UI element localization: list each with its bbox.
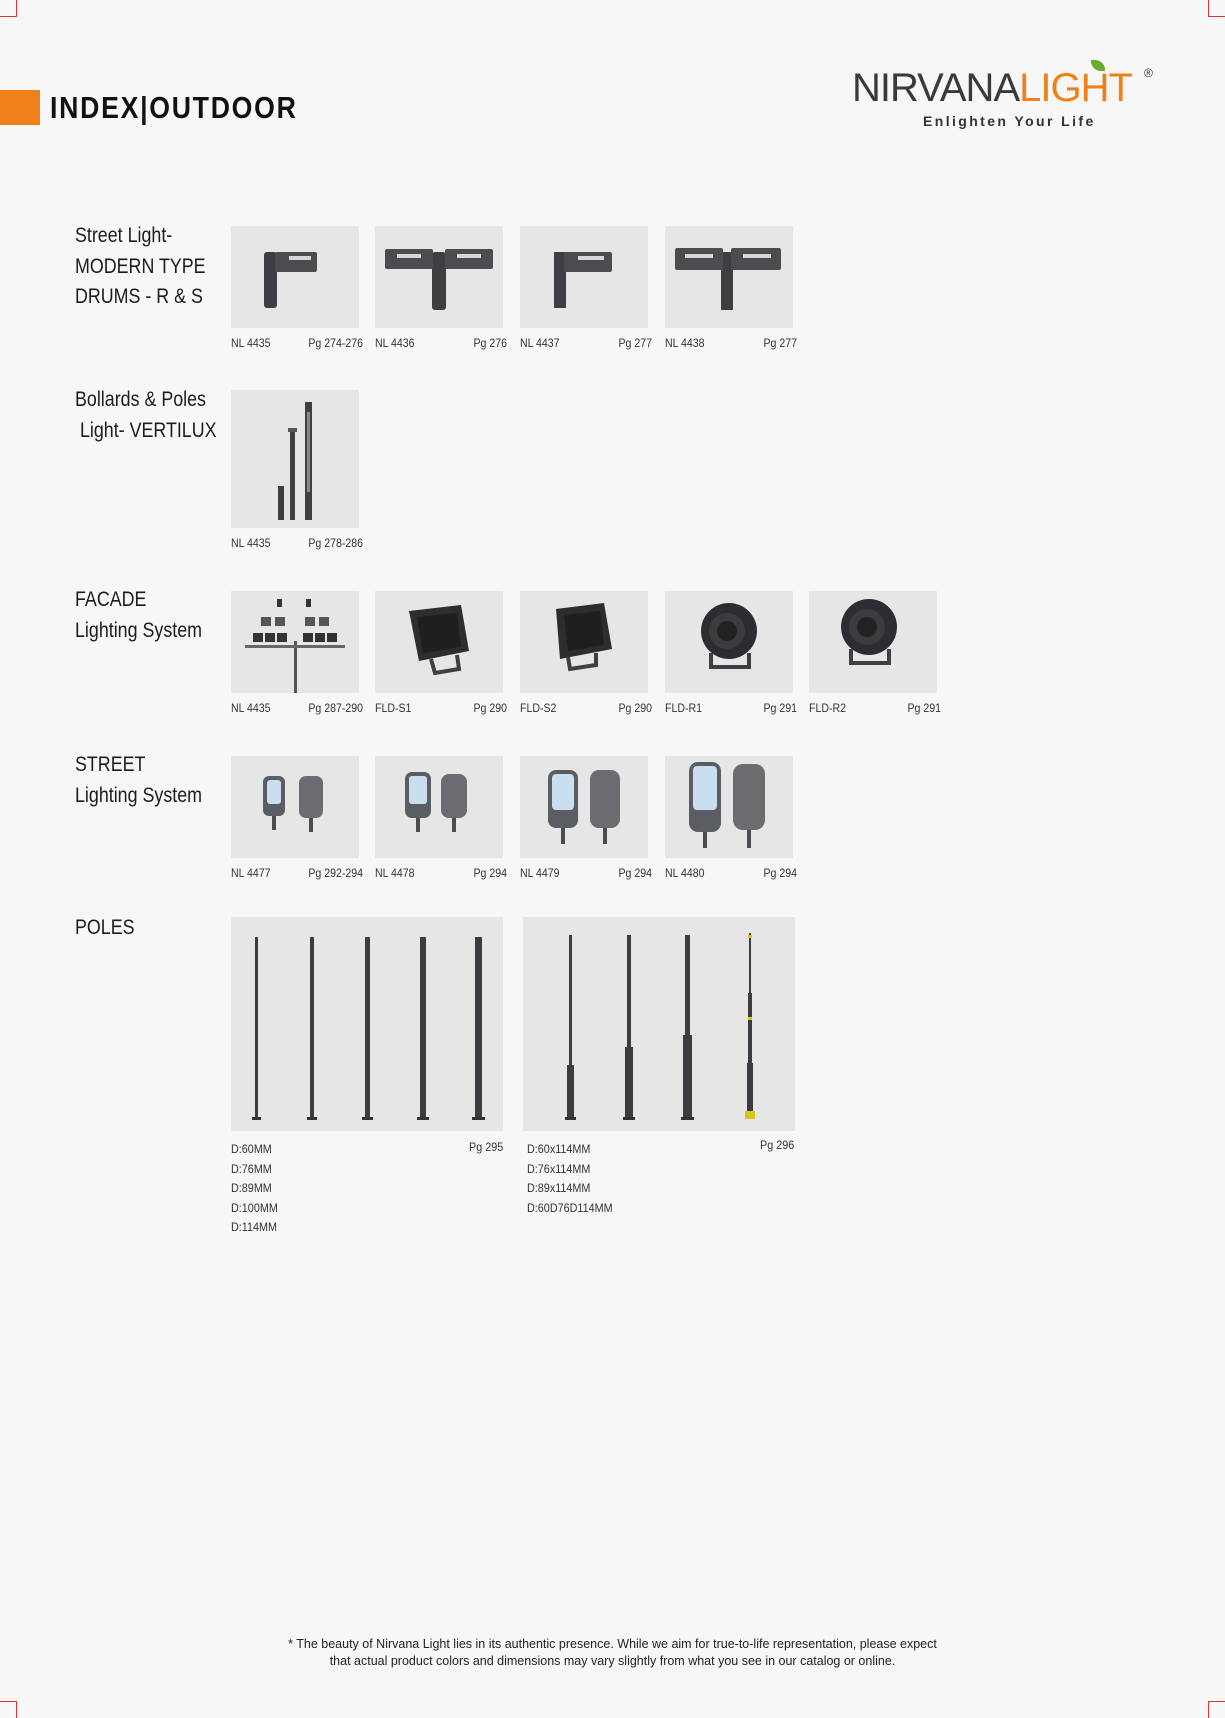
product-code: NL 4480 xyxy=(665,866,705,880)
product-code: NL 4435 xyxy=(231,536,271,550)
product-caption xyxy=(231,336,363,350)
brand-logo xyxy=(852,60,1162,136)
product-code: NL 4437 xyxy=(520,336,560,350)
page-reference: Pg 290 xyxy=(473,701,507,715)
product-card[interactable] xyxy=(231,226,363,350)
product-caption xyxy=(809,701,941,715)
product-image xyxy=(231,226,359,328)
product-code: NL 4436 xyxy=(375,336,415,350)
logo-tagline: Enlighten Your Life xyxy=(923,113,1096,129)
page-reference: Pg 287-290 xyxy=(308,701,363,715)
page-reference: Pg 278-286 xyxy=(308,536,363,550)
product-image xyxy=(231,390,359,528)
section-title-facade: FACADE Lighting System xyxy=(75,588,203,642)
product-image xyxy=(375,226,503,328)
section-title-street-light-drums: Street Light- MODERN TYPE DRUMS - R & S xyxy=(75,224,206,308)
crop-mark xyxy=(1208,1701,1209,1718)
page-reference: Pg 292-294 xyxy=(308,866,363,880)
page-reference: Pg 277 xyxy=(763,336,797,350)
product-caption xyxy=(665,336,797,350)
product-image xyxy=(520,756,648,858)
pole-spec: D:60MM xyxy=(231,1142,272,1156)
product-caption xyxy=(375,866,507,880)
section-title-bollards-poles: Bollards & Poles Light- VERTILUX xyxy=(75,388,217,442)
crop-mark xyxy=(1208,1701,1225,1702)
product-code: NL 4438 xyxy=(665,336,705,350)
pole-spec: D:100MM xyxy=(231,1200,278,1215)
product-image xyxy=(520,591,648,693)
header-accent-bar xyxy=(0,90,40,125)
product-card[interactable] xyxy=(231,390,363,550)
logo-brand-light: LIGHT xyxy=(1019,66,1132,110)
page-title: INDEX|OUTDOOR xyxy=(50,90,298,125)
product-image xyxy=(375,591,503,693)
pole-spec: D:60x114MM xyxy=(527,1142,591,1156)
page-reference: Pg 291 xyxy=(763,701,797,715)
product-card[interactable] xyxy=(375,591,507,715)
product-card[interactable] xyxy=(809,591,941,715)
product-caption xyxy=(665,701,797,715)
crop-mark xyxy=(1208,0,1209,17)
product-code: FLD-S1 xyxy=(375,701,412,715)
disclaimer-line: that actual product colors and dimensions may vary slightly from what you see in our catalog or online. xyxy=(329,1654,896,1668)
page-reference: Pg 294 xyxy=(618,866,652,880)
product-card[interactable] xyxy=(375,756,507,880)
product-image xyxy=(809,591,937,693)
crop-mark xyxy=(0,16,17,17)
product-caption xyxy=(231,536,363,550)
pole-spec: D:76MM xyxy=(231,1161,272,1176)
pole-spec: D:76x114MM xyxy=(527,1161,591,1176)
crop-mark xyxy=(0,1701,17,1702)
product-card[interactable] xyxy=(520,591,652,715)
product-code: NL 4479 xyxy=(520,866,560,880)
product-card[interactable] xyxy=(375,226,507,350)
product-image xyxy=(520,226,648,328)
product-caption xyxy=(231,866,363,880)
disclaimer-line: * The beauty of Nirvana Light lies in its authentic presence. While we aim for true-to-life representation, please expect xyxy=(288,1637,937,1651)
product-image xyxy=(665,591,793,693)
pole-image-panel xyxy=(523,917,795,1131)
product-card[interactable] xyxy=(665,756,797,880)
registered-mark: ® xyxy=(1144,66,1153,80)
product-caption xyxy=(375,701,507,715)
product-code: FLD-S2 xyxy=(520,701,557,715)
product-caption xyxy=(520,701,652,715)
page-reference: Pg 294 xyxy=(763,866,797,880)
logo-brand-nirvana: NIRVANA xyxy=(852,66,1020,110)
pole-spec-list xyxy=(527,1140,613,1218)
page-reference: Pg 296 xyxy=(760,1138,795,1152)
product-image xyxy=(665,756,793,858)
product-code: NL 4477 xyxy=(231,866,271,880)
product-image xyxy=(665,226,793,328)
product-image xyxy=(231,591,359,693)
product-code: FLD-R2 xyxy=(809,701,846,715)
pole-spec-list xyxy=(231,1140,278,1238)
product-code: FLD-R1 xyxy=(665,701,702,715)
pole-image-panel xyxy=(231,917,503,1131)
pole-spec: D:60D76D114MM xyxy=(527,1200,613,1215)
product-card[interactable] xyxy=(665,591,797,715)
product-caption xyxy=(231,701,363,715)
pole-spec: D:89x114MM xyxy=(527,1181,591,1195)
product-card[interactable] xyxy=(231,591,363,715)
crop-mark xyxy=(16,1701,17,1718)
product-code: NL 4435 xyxy=(231,336,271,350)
product-image xyxy=(375,756,503,858)
product-image xyxy=(231,756,359,858)
product-card[interactable] xyxy=(231,756,363,880)
pole-spec: D:89MM xyxy=(231,1181,272,1195)
product-card[interactable] xyxy=(520,756,652,880)
logo-wordmark xyxy=(852,66,1132,110)
product-caption xyxy=(520,336,652,350)
page-reference: Pg 290 xyxy=(618,701,652,715)
product-caption xyxy=(375,336,507,350)
page-reference: Pg 277 xyxy=(618,336,652,350)
section-title-street-lighting: STREET Lighting System xyxy=(75,753,203,807)
product-caption xyxy=(520,866,652,880)
pole-spec: D:114MM xyxy=(231,1220,278,1234)
crop-mark xyxy=(16,0,17,17)
product-code: NL 4478 xyxy=(375,866,415,880)
page-reference: Pg 295 xyxy=(469,1140,504,1154)
page-reference: Pg 276 xyxy=(473,336,507,350)
section-title-poles: POLES xyxy=(75,916,135,939)
page-reference: Pg 294 xyxy=(473,866,507,880)
page-reference: Pg 291 xyxy=(907,701,941,715)
product-caption xyxy=(665,866,797,880)
page-reference: Pg 274-276 xyxy=(308,336,363,350)
disclaimer-note xyxy=(200,1636,1025,1670)
product-card[interactable] xyxy=(665,226,797,350)
product-card[interactable] xyxy=(520,226,652,350)
product-code: NL 4435 xyxy=(231,701,271,715)
crop-mark xyxy=(1208,16,1225,17)
